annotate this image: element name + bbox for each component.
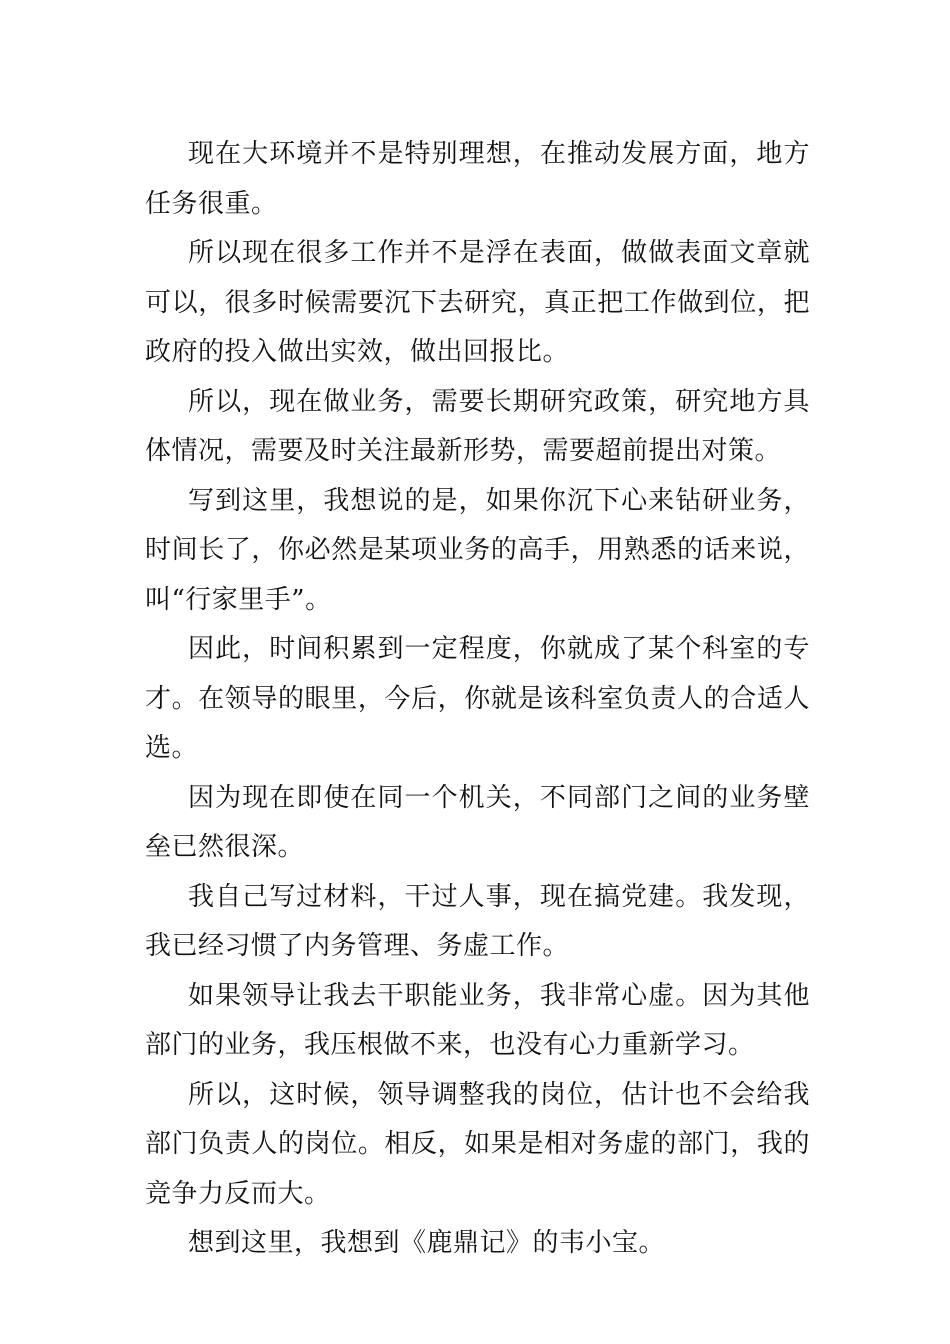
- paragraph-9: 所以，这时候，领导调整我的岗位，估计也不会给我部门负责人的岗位。相反，如果是相对务虚的部门，我的竞争力反而大。: [145, 1079, 810, 1209]
- paragraph-6: 因为现在即使在同一个机关，不同部门之间的业务壁垒已然很深。: [145, 782, 810, 862]
- document-body: [145, 130, 810, 1269]
- paragraph-7: 我自己写过材料，干过人事，现在搞党建。我发现，我已经习惯了内务管理、务虚工作。: [145, 881, 810, 961]
- paragraph-8: 如果领导让我去干职能业务，我非常心虚。因为其他部门的业务，我压根做不来，也没有心力重新学习。: [145, 980, 810, 1060]
- paragraph-2: 所以现在很多工作并不是浮在表面，做做表面文章就可以，很多时候需要沉下去研究，真正把工作做到位，把政府的投入做出实效，做出回报比。: [145, 238, 810, 367]
- paragraph-5: 因此，时间积累到一定程度，你就成了某个科室的专才。在领导的眼里，今后，你就是该科室负责人的合适人选。: [145, 634, 810, 763]
- paragraph-3: 所以，现在做业务，需要长期研究政策，研究地方具体情况，需要及时关注最新形势，需要超前提出对策。: [145, 386, 810, 466]
- paragraph-1: 现在大环境并不是特别理想，在推动发展方面，地方任务很重。: [145, 139, 810, 219]
- paragraph-10: 想到这里，我想到《鹿鼎记》的韦小宝。: [188, 1228, 666, 1258]
- paragraph-4: 写到这里，我想说的是，如果你沉下心来钻研业务，时间长了，你必然是某项业务的高手，用熟悉的话来说，叫“行家里手”。: [145, 485, 810, 615]
